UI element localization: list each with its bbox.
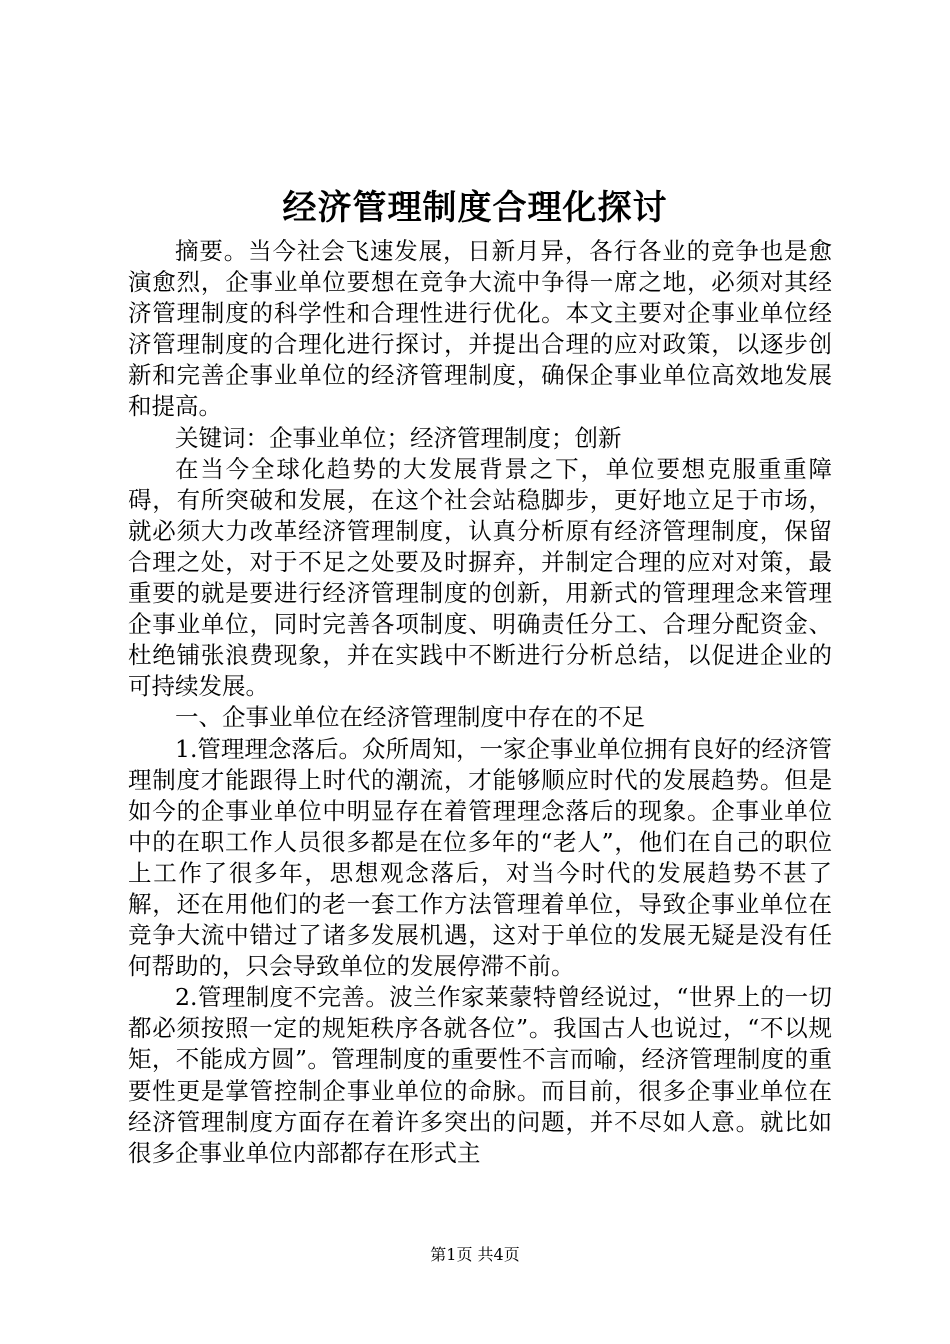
- document-body: [128, 236, 832, 1169]
- point-1-paragraph: 1.管理理念落后。众所周知，一家企事业单位拥有良好的经济管理制度才能跟得上时代的潮流，才能够顺应时代的发展趋势。但是如今的企事业单位中明显存在着管理理念落后的现象。企事业单位中的在职工作人员很多都是在位多年的“老人”，他们在自己的职位上工作了很多年，思想观念落后，对当今时代的发展趋势不甚了解，还在用他们的老一套工作方法管理着单位，导致企事业单位在竞争大流中错过了诸多发展机遇，这对于单位的发展无疑是没有任何帮助的，只会导致单位的发展停滞不前。: [128, 734, 832, 981]
- abstract-paragraph: 摘要。当今社会飞速发展，日新月异，各行各业的竞争也是愈演愈烈，企事业单位要想在竞争大流中争得一席之地，必须对其经济管理制度的科学性和合理性进行优化。本文主要对企事业单位经济管理制度的合理化进行探讨，并提出合理的应对政策，以逐步创新和完善企事业单位的经济管理制度，确保企事业单位高效地发展和提高。: [128, 237, 832, 421]
- document-title: 经济管理制度合理化探讨: [282, 188, 668, 228]
- point-2-paragraph: 2.管理制度不完善。波兰作家莱蒙特曾经说过，“世界上的一切都必须按照一定的规矩秩序各就各位”。我国古人也说过，“不以规矩，不能成方圆”。管理制度的重要性不言而喻，经济管理制度的重要性更是掌管控制企事业单位的命脉。而目前，很多企事业单位在经济管理制度方面存在着许多突出的问题，并不尽如人意。就比如很多企事业单位内部都存在形式主: [128, 983, 832, 1167]
- page-number: 第1页 共4页: [430, 1245, 520, 1264]
- section-heading: 一、企事业单位在经济管理制度中存在的不足: [175, 703, 645, 732]
- intro-paragraph: 在当今全球化趋势的大发展背景之下，单位要想克服重重障碍，有所突破和发展，在这个社会站稳脚步，更好地立足于市场，就必须大力改革经济管理制度，认真分析原有经济管理制度，保留合理之处，对于不足之处要及时摒弃，并制定合理的应对对策，最重要的就是要进行经济管理制度的创新，用新式的管理理念来管理企事业单位，同时完善各项制度、明确责任分工、合理分配资金、杜绝铺张浪费现象，并在实践中不断进行分析总结，以促进企业的可持续发展。: [128, 454, 832, 701]
- keywords-paragraph: 关键词：企事业单位；经济管理制度；创新: [175, 423, 622, 452]
